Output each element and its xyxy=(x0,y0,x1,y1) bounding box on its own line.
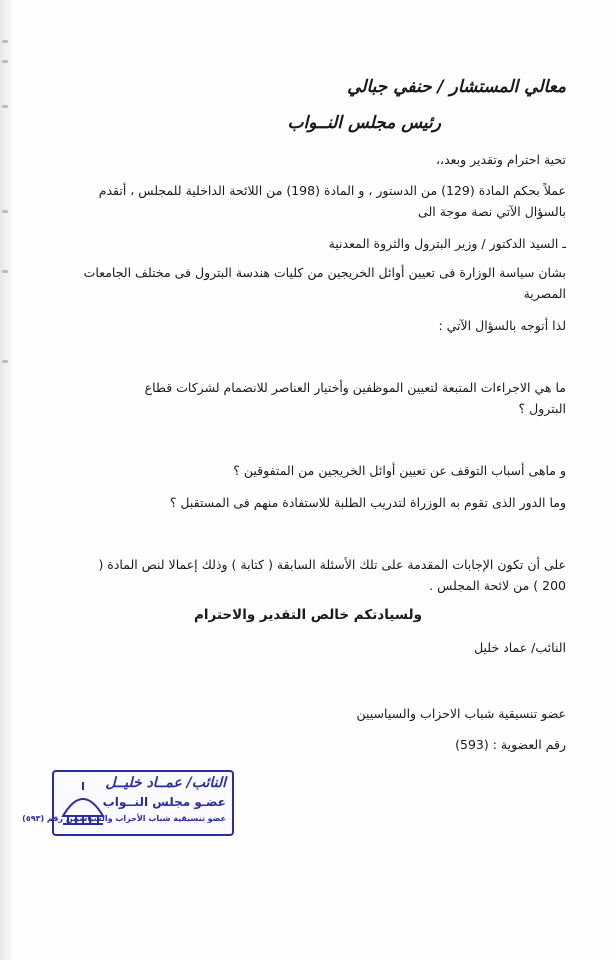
recipient-title: معالي المستشار / حنفي جبالي xyxy=(347,77,566,97)
question-1-line-1: ما هي الاجراءات المتبعة لتعيين الموظفين وأختيار العناصر للانضمام لشركات قطاع xyxy=(144,380,566,395)
stamp-title: عضـو مجلس النــواب xyxy=(102,795,226,809)
member-of: عضو تنسيقية شباب الاحزاب والسياسيين xyxy=(356,706,566,721)
subject-line-1: بشان سياسة الوزارة فى تعيين أوائل الخريجين من كليات هندسة البترول فى مختلف الجامعات xyxy=(83,265,566,280)
closing-line-1: على أن تكون الإجابات المقدمة على تلك الأسئلة السابقة ( كتابة ) وذلك إعمالا لنص المادة ( xyxy=(98,557,566,572)
question-2: و ماهى أسباب التوقف عن تعيين أوائل الخريجين من المتفوقين ؟ xyxy=(233,463,566,478)
question-3: وما الدور الذى تقوم به الوزراة لتدريب الطلبة للاستفادة منهم فى المستقبل ؟ xyxy=(169,495,566,510)
official-stamp xyxy=(22,770,234,836)
recipient-position: رئيس مجلس النــواب xyxy=(287,113,441,133)
page-edge-shadow xyxy=(0,0,12,960)
closing-line-2: 200 ) من لائحة المجلس . xyxy=(429,578,566,593)
intro-line-1: عملاً بحكم المادة (129) من الدستور ، و المادة (198) من اللائحة الداخلية للمجلس ، أتقدم xyxy=(98,183,566,198)
question-1-line-2: البترول ؟ xyxy=(518,401,566,416)
subject-line-2: المصرية xyxy=(523,286,566,301)
question-intro: لذا أتوجه بالسؤال الآتي : xyxy=(438,318,566,333)
regards: ولسيادتكم خالص التقدير والاحترام xyxy=(193,607,423,623)
addressee: ـ السيد الدكتور / وزير البترول والثروة المعدنية xyxy=(328,236,566,251)
stamp-name: النائب/ عمــاد خليــل xyxy=(105,775,226,791)
greeting: تحية احترام وتقدير وبعد،، xyxy=(436,152,566,167)
stamp-membership: عضو تنسيقية شباب الأحزاب والسياسيين رقم (٥٩٣) xyxy=(22,814,226,823)
signatory-name: النائب/ عماد خليل xyxy=(474,640,566,655)
membership-number: رقم العضوية : (593) xyxy=(455,737,566,752)
intro-line-2: بالسؤال الآتي نصة موجة الى xyxy=(418,204,566,219)
